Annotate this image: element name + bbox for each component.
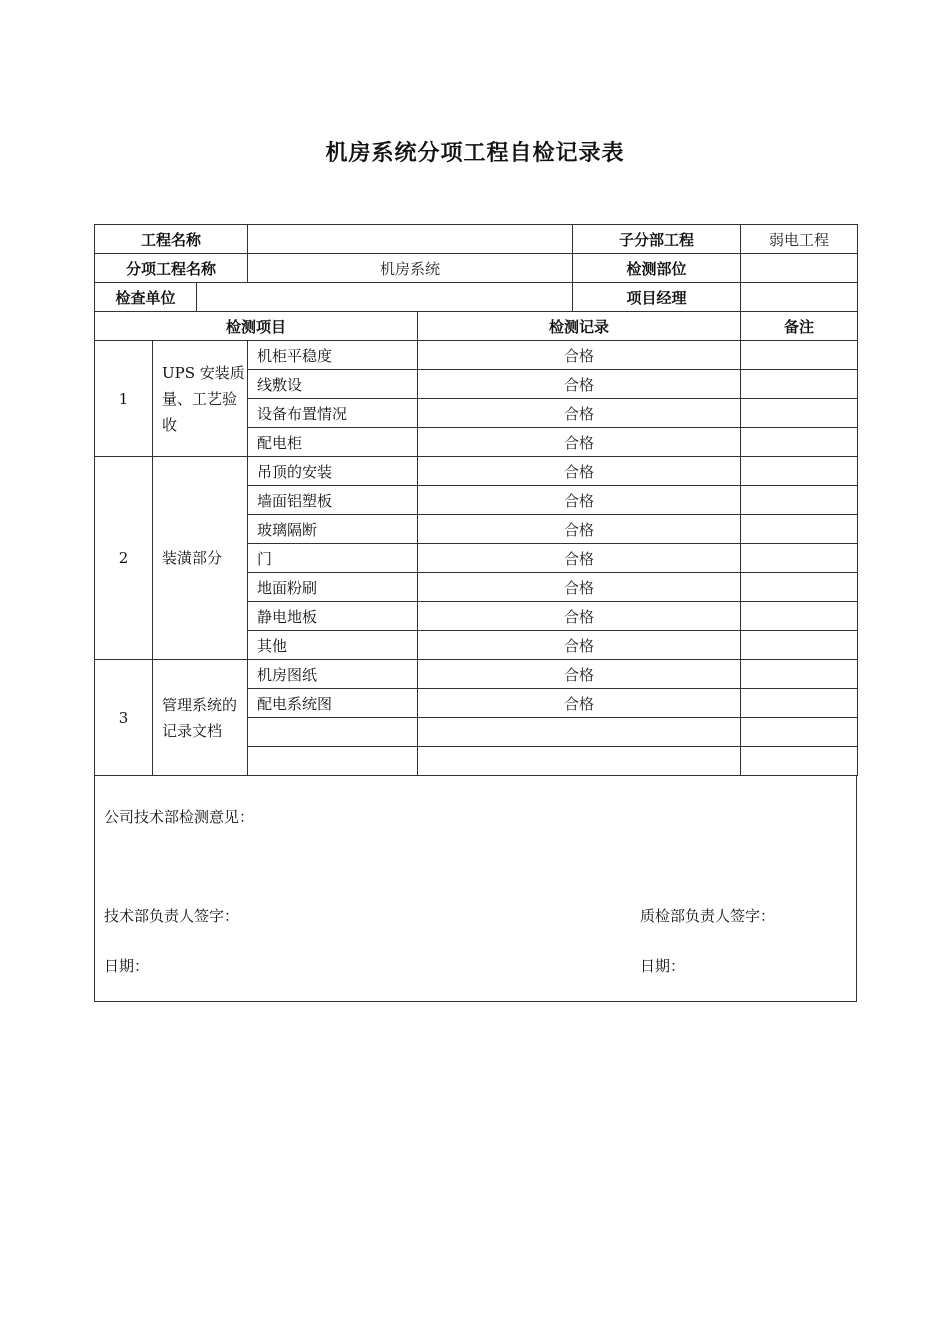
inspection-form [94, 224, 857, 1002]
check-remark[interactable] [741, 428, 858, 457]
check-item: 静电地板 [248, 602, 418, 631]
group-number: 3 [95, 660, 153, 776]
column-header-row [95, 312, 858, 341]
check-item: 门 [248, 544, 418, 573]
info-row-3 [95, 283, 858, 312]
check-remark[interactable] [741, 660, 858, 689]
check-record[interactable]: 合格 [418, 428, 741, 457]
qc-sign-label: 质检部负责人签字： [640, 907, 776, 925]
project-name-label: 工程名称 [95, 225, 248, 254]
check-item: 机柜平稳度 [248, 341, 418, 370]
check-remark[interactable] [741, 718, 858, 747]
check-record[interactable]: 合格 [418, 689, 741, 718]
info-row-1 [95, 225, 858, 254]
page-title: 机房系统分项工程自检记录表 [325, 140, 625, 166]
pm-field[interactable] [741, 283, 858, 312]
check-remark[interactable] [741, 689, 858, 718]
inspect-part-label: 检测部位 [573, 254, 741, 283]
check-record[interactable]: 合格 [418, 457, 741, 486]
check-item: 墙面铝塑板 [248, 486, 418, 515]
check-remark[interactable] [741, 341, 858, 370]
group-number: 2 [95, 457, 153, 660]
check-item: 玻璃隔断 [248, 515, 418, 544]
table-row [95, 341, 858, 370]
check-item: 机房图纸 [248, 660, 418, 689]
check-record[interactable]: 合格 [418, 631, 741, 660]
check-item [248, 747, 418, 776]
check-item [248, 718, 418, 747]
check-remark[interactable] [741, 457, 858, 486]
check-item: 设备布置情况 [248, 399, 418, 428]
table-row [95, 457, 858, 486]
check-item: 配电系统图 [248, 689, 418, 718]
check-item: 地面粉刷 [248, 573, 418, 602]
check-remark[interactable] [741, 486, 858, 515]
qc-date-label: 日期： [640, 957, 686, 975]
check-record[interactable]: 合格 [418, 660, 741, 689]
check-remark[interactable] [741, 573, 858, 602]
column-header-record: 检测记录 [418, 312, 741, 341]
column-header-item: 检测项目 [95, 312, 418, 341]
inspect-part-field[interactable] [741, 254, 858, 283]
check-record[interactable]: 合格 [418, 544, 741, 573]
check-record[interactable]: 合格 [418, 486, 741, 515]
check-remark[interactable] [741, 747, 858, 776]
item-name-field[interactable]: 机房系统 [248, 254, 573, 283]
check-remark[interactable] [741, 370, 858, 399]
check-item: 吊顶的安装 [248, 457, 418, 486]
project-name-field[interactable] [248, 225, 573, 254]
opinion-label: 公司技术部检测意见： [104, 808, 255, 826]
item-name-label: 分项工程名称 [95, 254, 248, 283]
check-record[interactable]: 合格 [418, 515, 741, 544]
check-record[interactable]: 合格 [418, 573, 741, 602]
sub-project-field[interactable]: 弱电工程 [741, 225, 858, 254]
group-name: 管理系统的记录文档 [153, 660, 248, 776]
pm-label: 项目经理 [573, 283, 741, 312]
check-remark[interactable] [741, 399, 858, 428]
group-number: 1 [95, 341, 153, 457]
inspect-unit-field[interactable] [197, 283, 573, 312]
column-header-remark: 备注 [741, 312, 858, 341]
inspect-unit-label: 检查单位 [95, 283, 197, 312]
tech-sign-label: 技术部负责人签字： [104, 907, 240, 925]
check-item: 线敷设 [248, 370, 418, 399]
group-name: 装潢部分 [153, 457, 248, 660]
check-record[interactable]: 合格 [418, 602, 741, 631]
check-item: 配电柜 [248, 428, 418, 457]
check-item: 其他 [248, 631, 418, 660]
check-remark[interactable] [741, 544, 858, 573]
inspection-table [94, 224, 858, 776]
sub-project-label: 子分部工程 [573, 225, 741, 254]
group-name: UPS 安装质量、工艺验收 [153, 341, 248, 457]
table-row [95, 660, 858, 689]
check-remark[interactable] [741, 602, 858, 631]
check-remark[interactable] [741, 631, 858, 660]
check-record[interactable] [418, 747, 741, 776]
check-record[interactable]: 合格 [418, 399, 741, 428]
check-remark[interactable] [741, 515, 858, 544]
tech-date-label: 日期： [104, 957, 150, 975]
opinion-section [94, 776, 857, 1002]
check-record[interactable]: 合格 [418, 370, 741, 399]
info-row-2 [95, 254, 858, 283]
check-record[interactable]: 合格 [418, 341, 741, 370]
check-record[interactable] [418, 718, 741, 747]
